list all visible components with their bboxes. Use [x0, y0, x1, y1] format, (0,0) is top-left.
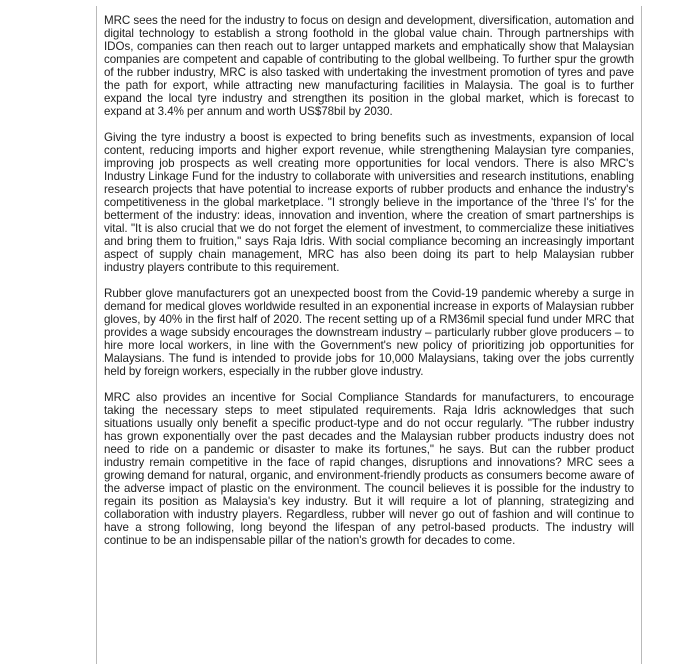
paragraph-social-compliance: MRC also provides an incentive for Social Compliance Standards for manufacturers, to encourage taking the necessary steps to meet stipulated requirements. Raja Idris acknowledges that such situations usually only benefit a specific product-type and do not occur regularly. "The rubber industry has grown exponentially over the past decades and the Malaysian rubber products industry does not need to ride on a pandemic or disaster to make its fortunes," he says. But can the rubber product industry remain competitive in the face of rapid changes, disruptions and innovations? MRC sees a growing demand for natural, organic, and environment-friendly products as consumers become aware of the adverse impact of plastic on the environment. The council believes it is possible for the industry to regain its position as Malaysia's key industry. But it will require a lot of planning, strategizing and collaboration with industry players. Regardless, rubber will never go out of fashion and will continue to have a strong following, long beyond the lifespan of any petrol-based products. The industry will continue to be an indispensable pillar of the nation's growth for decades to come.	[104, 391, 634, 547]
paragraph-design-development: MRC sees the need for the industry to focus on design and development, diversification, automation and digital technology to establish a strong foothold in the global value chain. Through partnerships with IDOs, companies can then reach out to larger untapped markets and emphatically show that Malaysian companies are competent and capable of contributing to the global wellbeing. To further spur the growth of the rubber industry, MRC is also tasked with undertaking the investment promotion of tyres and pave the path for export, while attracting new manufacturing facilities in Malaysia. The goal is to further expand the local tyre industry and strengthen its position in the global market, which is forecast to expand at 3.4% per annum and worth US$78bil by 2030.	[104, 14, 634, 118]
paragraph-rubber-gloves: Rubber glove manufacturers got an unexpected boost from the Covid-19 pandemic whereby a surge in demand for medical gloves worldwide resulted in an exponential increase in exports of Malaysian rubber gloves, by 40% in the first half of 2020. The recent setting up of a RM36mil special fund under MRC that provides a wage subsidy encourages the downstream industry – particularly rubber glove producers – to hire more local workers, in line with the Government's new policy of prioritizing job opportunities for Malaysians. The fund is intended to provide jobs for 10,000 Malaysians, taking over the jobs currently held by foreign workers, especially in the rubber glove industry.	[104, 287, 634, 378]
paragraph-tyre-industry: Giving the tyre industry a boost is expected to bring benefits such as investments, expansion of local content, reducing imports and higher export revenue, while strengthening Malaysian tyre companies, improving job prospects as well creating more opportunities for local vendors. There is also MRC's Industry Linkage Fund for the industry to collaborate with universities and research institutions, enabling research projects that have potential to increase exports of rubber products and enhance the industry's competitiveness in the global marketplace. "I strongly believe in the importance of the 'three I's' for the betterment of the industry: ideas, innovation and invention, where the creation of smart partnerships is vital. "It is also crucial that we do not forget the element of investment, to commercialize these initiatives and bring them to fruition," says Raja Idris. With social compliance becoming an increasingly important aspect of supply chain management, MRC has also been doing its part to help Malaysian rubber industry players contribute to this requirement.	[104, 131, 634, 274]
document-body	[104, 14, 634, 560]
